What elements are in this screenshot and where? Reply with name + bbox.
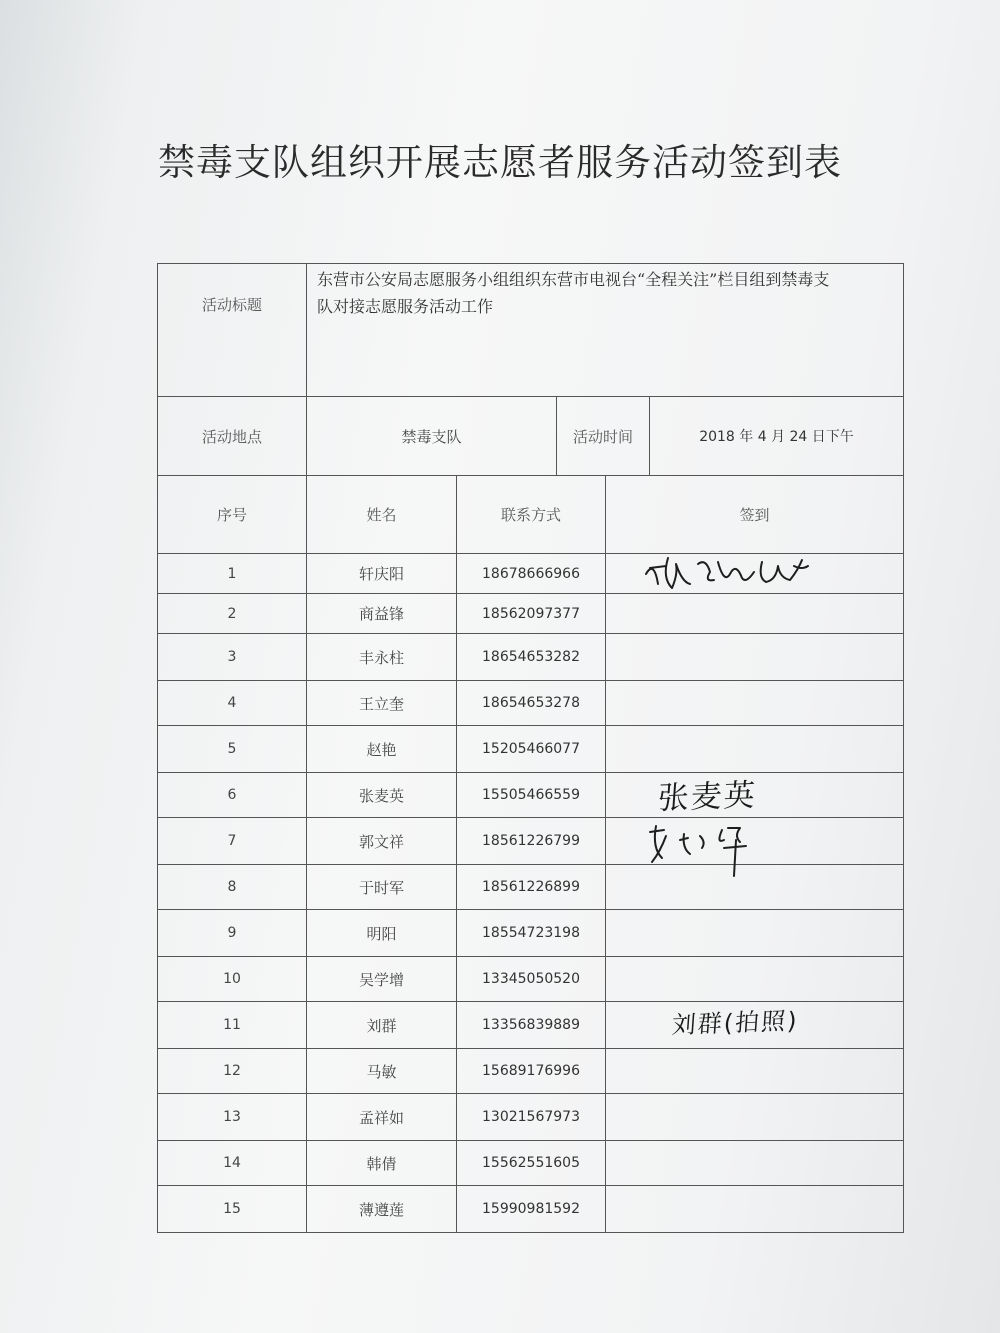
row-signature-cell <box>606 681 904 726</box>
row-phone: 15205466077 <box>457 726 606 773</box>
row-index: 9 <box>158 910 307 957</box>
table-row <box>158 1186 904 1233</box>
row-phone: 15505466559 <box>457 773 606 818</box>
row-phone: 13356839889 <box>457 1002 606 1049</box>
row-signature-cell <box>606 1141 904 1186</box>
row-name: 孟祥如 <box>307 1094 457 1141</box>
table-row <box>158 1049 904 1094</box>
row-name: 商益锋 <box>307 594 457 634</box>
row-index: 14 <box>158 1141 307 1186</box>
row-index: 11 <box>158 1002 307 1049</box>
row-signature-cell <box>606 910 904 957</box>
table-row <box>158 634 904 681</box>
table-row <box>158 910 904 957</box>
header-name: 姓名 <box>307 476 457 554</box>
table-row <box>158 957 904 1002</box>
row-signature-cell <box>606 1186 904 1233</box>
topic-line-2: 队对接志愿服务活动工作 <box>317 297 494 316</box>
row-index: 12 <box>158 1049 307 1094</box>
time-value: 2018 年 4 月 24 日下午 <box>699 429 854 445</box>
row-index: 8 <box>158 865 307 910</box>
row-signature-cell <box>606 634 904 681</box>
row-signature-cell <box>606 818 904 865</box>
row-name: 张麦英 <box>307 773 457 818</box>
table-row <box>158 594 904 634</box>
row-index: 3 <box>158 634 307 681</box>
row-index: 2 <box>158 594 307 634</box>
row-phone: 18554723198 <box>457 910 606 957</box>
form-title: 禁毒支队组织开展志愿者服务活动签到表 <box>158 141 842 184</box>
row-index: 15 <box>158 1186 307 1233</box>
row-name: 薄遵莲 <box>307 1186 457 1233</box>
time-cell <box>557 397 904 476</box>
row-signature-cell <box>606 554 904 594</box>
row-index: 13 <box>158 1094 307 1141</box>
row-name: 赵艳 <box>307 726 457 773</box>
row-index: 4 <box>158 681 307 726</box>
header-contact: 联系方式 <box>457 476 606 554</box>
row-signature-cell <box>606 957 904 1002</box>
row-phone: 15689176996 <box>457 1049 606 1094</box>
place-label: 活动地点 <box>158 397 307 476</box>
table-row <box>158 726 904 773</box>
time-label: 活动时间 <box>557 397 650 475</box>
row-index: 6 <box>158 773 307 818</box>
table-row <box>158 554 904 594</box>
place-time-row <box>158 397 904 476</box>
topic-label: 活动标题 <box>158 264 307 397</box>
row-phone: 18562097377 <box>457 594 606 634</box>
row-phone: 15990981592 <box>457 1186 606 1233</box>
table-row <box>158 818 904 865</box>
table-row <box>158 865 904 910</box>
row-phone: 18654653282 <box>457 634 606 681</box>
row-signature-cell <box>606 1049 904 1094</box>
table-row <box>158 1002 904 1049</box>
signature-row-6: 张麦英 <box>656 777 758 817</box>
row-signature-cell <box>606 726 904 773</box>
row-signature-cell <box>606 1002 904 1049</box>
topic-value <box>307 264 904 397</box>
row-name: 韩倩 <box>307 1141 457 1186</box>
row-index: 1 <box>158 554 307 594</box>
table-row <box>158 1141 904 1186</box>
topic-line-1: 东营市公安局志愿服务小组组织东营市电视台“全程关注”栏目组到禁毒支 <box>317 270 830 289</box>
table-row <box>158 1094 904 1141</box>
row-phone: 18561226799 <box>457 818 606 865</box>
row-phone: 15562551605 <box>457 1141 606 1186</box>
sign-in-table <box>157 263 904 1233</box>
row-signature-cell <box>606 773 904 818</box>
table-row <box>158 681 904 726</box>
row-index: 5 <box>158 726 307 773</box>
row-name: 吴学增 <box>307 957 457 1002</box>
table-row <box>158 773 904 818</box>
row-phone: 18654653278 <box>457 681 606 726</box>
row-phone: 18678666966 <box>457 554 606 594</box>
row-signature-cell <box>606 1094 904 1141</box>
row-name: 王立奎 <box>307 681 457 726</box>
row-signature-cell <box>606 594 904 634</box>
header-sign: 签到 <box>606 476 904 554</box>
row-index: 10 <box>158 957 307 1002</box>
row-name: 刘群 <box>307 1002 457 1049</box>
signature-row-11: 刘群(拍照) <box>670 1006 800 1040</box>
row-phone: 13021567973 <box>457 1094 606 1141</box>
row-name: 丰永柱 <box>307 634 457 681</box>
attendee-rows <box>158 554 904 1233</box>
row-name: 郭文祥 <box>307 818 457 865</box>
row-phone: 18561226899 <box>457 865 606 910</box>
row-name: 轩庆阳 <box>307 554 457 594</box>
row-name: 马敏 <box>307 1049 457 1094</box>
row-phone: 13345050520 <box>457 957 606 1002</box>
header-row <box>158 476 904 554</box>
topic-row <box>158 264 904 397</box>
place-value: 禁毒支队 <box>307 397 557 476</box>
row-signature-cell <box>606 865 904 910</box>
row-index: 7 <box>158 818 307 865</box>
header-index: 序号 <box>158 476 307 554</box>
row-name: 于时军 <box>307 865 457 910</box>
row-name: 明阳 <box>307 910 457 957</box>
